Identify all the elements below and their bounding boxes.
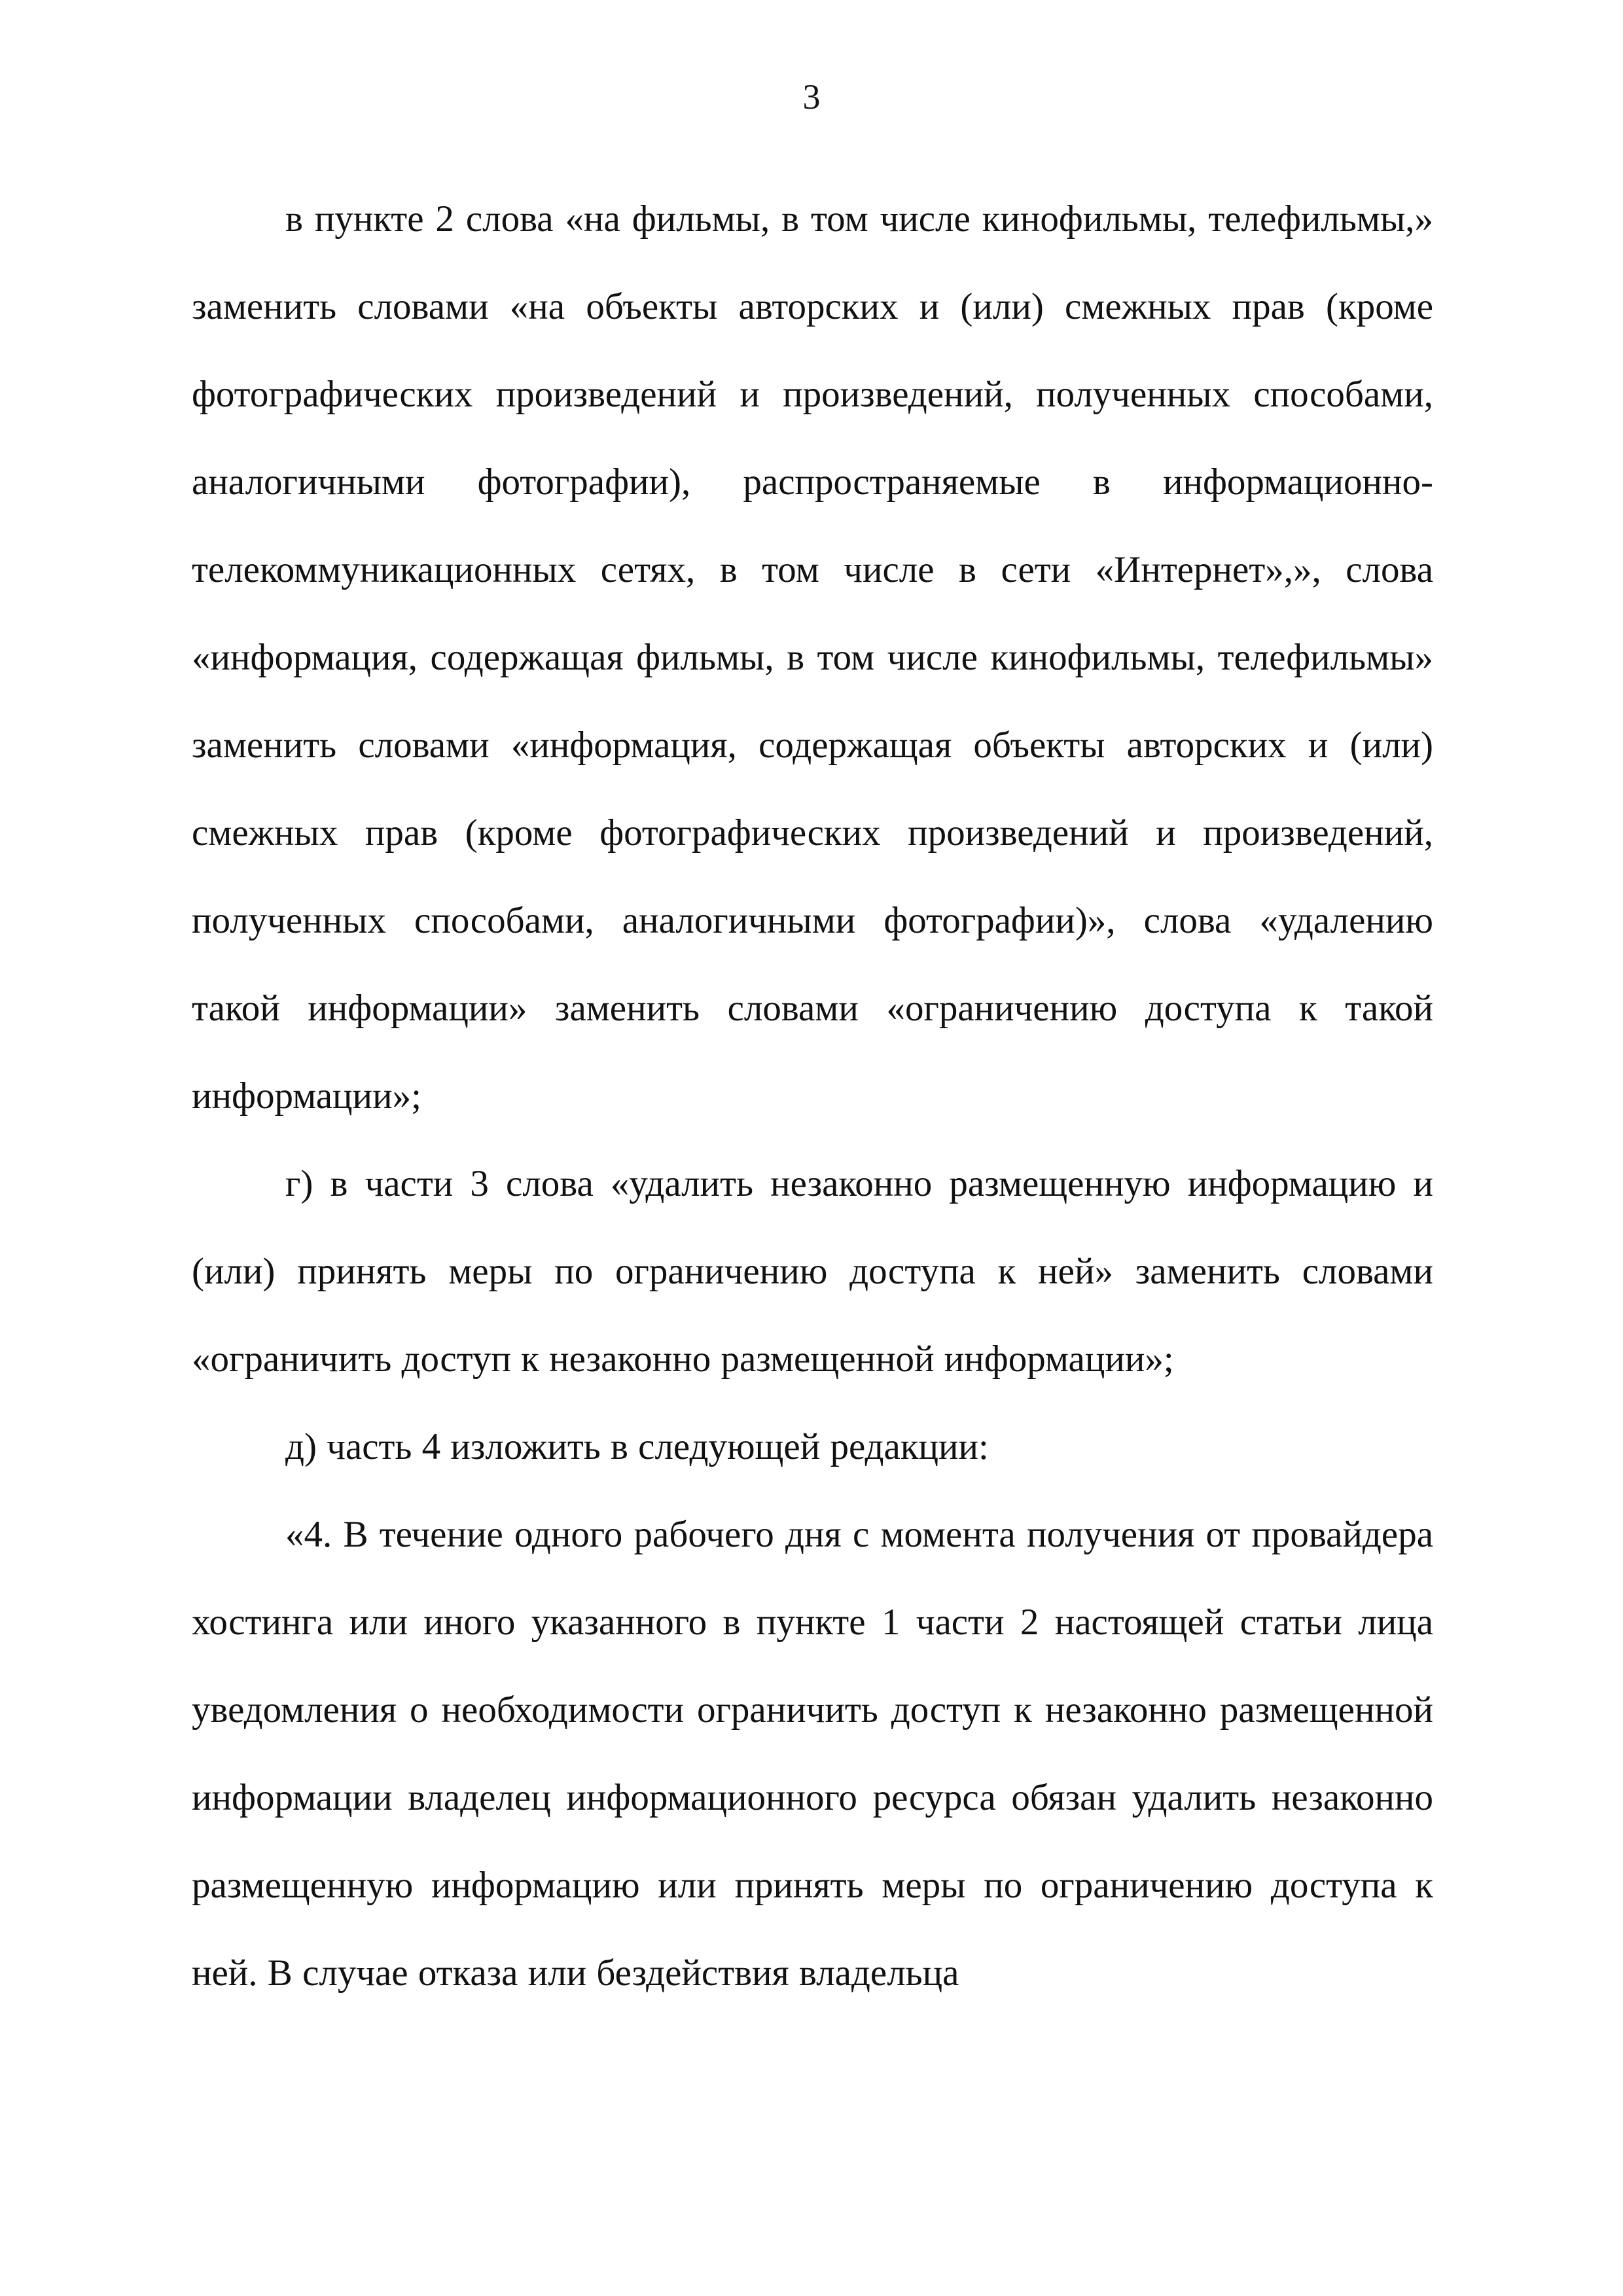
paragraph-subitem-g: г) в части 3 слова «удалить незаконно размещенную информацию и (или) принять меры по ограничению доступа к ней» заменить словами «ограничить доступ к незаконно размещенной информации»; [192, 1163, 1433, 1380]
paragraph-item-2-amendment: в пункте 2 слова «на фильмы, в том числе кинофильмы, телефильмы,» заменить словами «на объекты авторских и (или) смежных прав (кроме фотографических произведений и произведений, полученных способами, аналогичными фотографии), распространяемые в информационно-телекоммуникационных сетях, в том числе в сети «Интернет»,», слова «информация, содержащая фильмы, в том числе кинофильмы, телефильмы» заменить словами «информация, содержащая объекты авторских и (или) смежных прав (кроме фотографических произведений и произведений, полученных способами, аналогичными фотографии)», слова «удалению такой информации» заменить словами «ограничению доступа к такой информации»; [192, 198, 1433, 1117]
page-number: 3 [802, 77, 821, 117]
paragraph-part-4-text: «4. В течение одного рабочего дня с момента получения от провайдера хостинга или иного указанного в пункте 1 части 2 настоящей статьи лица уведомления о необходимости ограничить доступ к незаконно размещенной информации владелец информационного ресурса обязан удалить незаконно размещенную информацию или принять меры по ограничению доступа к ней. В случае отказа или бездействия владельца [192, 1514, 1433, 1994]
paragraph-subitem-d: д) часть 4 изложить в следующей редакции: [285, 1426, 989, 1467]
document-body [192, 175, 1433, 2017]
